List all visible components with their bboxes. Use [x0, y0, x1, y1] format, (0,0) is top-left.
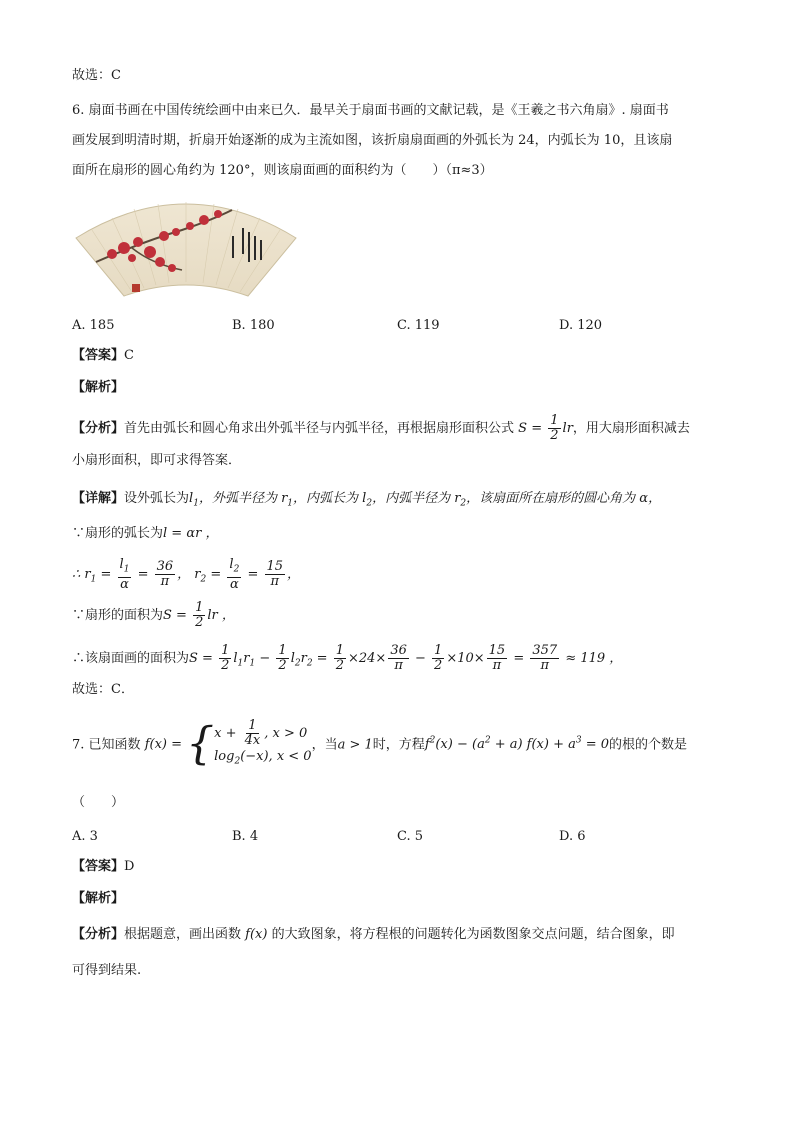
q6-step4 — [72, 644, 622, 673]
q7-fenxi-line1 — [72, 926, 675, 944]
q6-fenxi-line1 — [72, 414, 690, 443]
q6-stem-line3: 面所在扇形的圆心角约为 120°，则该扇面画的面积约为（ ）（π≈3） — [72, 163, 493, 178]
formula-radii: ∴ $r_1$ = $\frac{l_1}{\alpha}$ = $\frac{36}{\pi}$ ， $r_2$ = $\frac{l_2}{\alpha}$ = $\frac{15}{\pi}$ ， — [72, 557, 301, 592]
fenxi-text1: 根据题意，画出函数 — [124, 927, 242, 942]
xiangjie-text: 设外弧长为 — [124, 491, 190, 506]
q7-fenxi-line2: 可得到结果. — [72, 963, 142, 978]
q6-xiangjie-line — [72, 490, 661, 513]
q7-equation: $f^2(x) - (a^2 + a) f(x) + a^3 = 0$ — [424, 736, 610, 753]
q7-mid1: ，当 — [311, 737, 338, 753]
q7-fx: f(x) — [241, 927, 272, 942]
xiangjie-variables: $l_1$，外弧半径为 $r_1$，内弧长为 $l_2$，内弧半径为 $r_2$，该扇面所在扇形的圆心角为 α， — [189, 491, 662, 509]
answer-value: D — [124, 859, 135, 874]
q7-function-definition: f(x) = { x + $\frac{1}{4x}$ , x > 0 $\log_2(-x)$, x < 0 — [144, 718, 312, 770]
fenxi-label: 【分析】 — [72, 927, 125, 942]
step3-text: ∵扇形的面积为 — [72, 608, 164, 623]
q6-stem-line2: 画发展到明清时期，折扇开始逐渐的成为主流如图，该折扇扇面画的外弧长为 24，内弧长为 10，且该扇 — [72, 133, 673, 148]
q7-option-d: D. 6 — [559, 829, 586, 844]
step1-text: ∵扇形的弧长为 — [72, 526, 164, 541]
q7-paren: （ ） — [72, 795, 125, 810]
answer-label: 【答案】 — [72, 348, 125, 363]
fenxi-text2: ，用大扇形面积减去 — [572, 421, 690, 436]
q6-step1 — [72, 525, 218, 543]
formula-area: S = $\frac{1}{2}$ lr ， — [163, 600, 235, 630]
q7-option-a: A. 3 — [72, 829, 98, 844]
q7-option-b: B. 4 — [232, 829, 259, 844]
q6-conclusion: 故选：C． — [72, 682, 134, 697]
q7-prefix: 7. 已知函数 — [72, 737, 141, 753]
step4-text: ∴该扇面画的面积为 — [72, 651, 190, 666]
fan-painting-image — [72, 192, 300, 300]
q7-analysis-label: 【解析】 — [72, 891, 125, 906]
answer-value: C — [124, 348, 134, 363]
q6-answer — [72, 347, 134, 365]
q7-answer — [72, 858, 134, 876]
q7-stem-line1 — [72, 716, 687, 771]
q6-option-d: D. 120 — [559, 318, 603, 333]
q6-stem-line1: 6. 扇面书画在中国传统绘画中由来已久．最早关于扇面书画的文献记载，是《王羲之书六角扇》. 扇面书 — [72, 103, 669, 118]
q7-mid2: 时，方程 — [372, 737, 425, 753]
q7-option-c: C. 5 — [397, 829, 424, 844]
formula-sector-area: S = $\frac{1}{2}$ lr — [518, 413, 573, 443]
q6-step2 — [72, 558, 300, 592]
answer-label: 【答案】 — [72, 859, 125, 874]
fenxi-text1: 首先由弧长和圆心角求出外弧半径与内弧半径，再根据扇形面积公式 — [124, 421, 515, 436]
q7-condition: a > 1 — [337, 737, 373, 753]
q6-option-c: C. 119 — [397, 318, 440, 333]
q5-conclusion: 故选：C — [72, 68, 121, 83]
formula-arc-length: l = αr ， — [163, 526, 219, 541]
q6-fenxi-line2: 小扇形面积，即可求得答案． — [72, 453, 242, 468]
fenxi-text2: 的大致图象，将方程根的问题转化为函数图象交点问题，结合图象，即 — [271, 927, 675, 942]
xiangjie-label: 【详解】 — [72, 491, 125, 506]
formula-area-calculation: S = $\frac{1}{2}$ $l_1r_1$ − $\frac{1}{2}$ $l_2r_2$ = $\frac{1}{2}$ ×24× $\frac{36}{\pi}$ − $\frac{1}{2}$ ×10× $\frac{15}{\pi}$ = $\frac{357}{\pi}$ ≈ 119 ， — [189, 643, 623, 673]
fenxi-label: 【分析】 — [72, 421, 125, 436]
q6-step3 — [72, 601, 235, 630]
q6-option-b: B. 180 — [232, 318, 275, 333]
q7-suffix: 的根的个数是 — [609, 737, 688, 753]
q6-option-a: A. 185 — [72, 318, 115, 333]
q6-analysis-label: 【解析】 — [72, 380, 125, 395]
